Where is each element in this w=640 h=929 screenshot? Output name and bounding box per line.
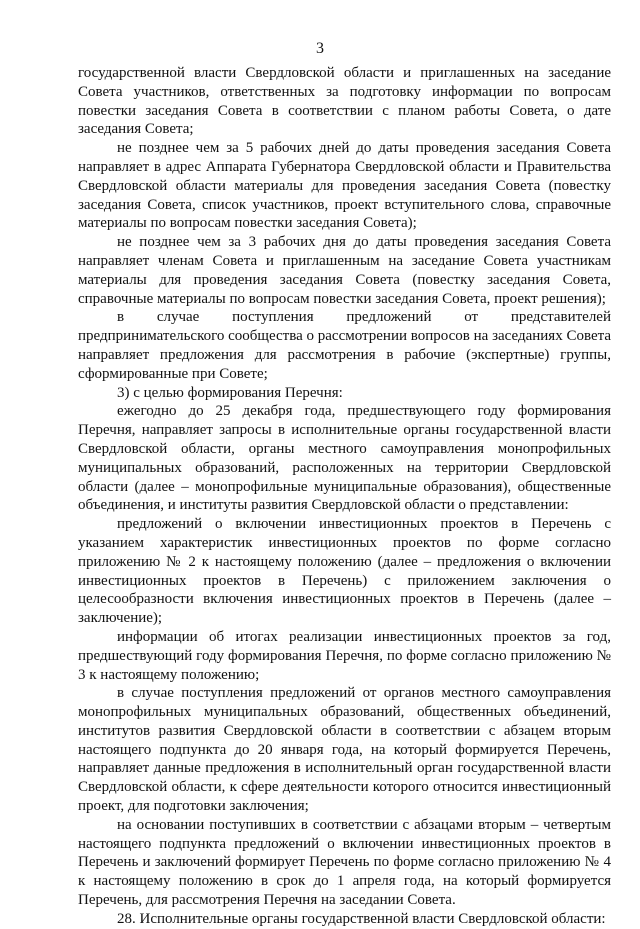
paragraph: предложений о включении инвестиционных проектов в Перечень с указанием характеристик инвестиционных проектов по форме согласно приложению № 2 к настоящему положению (далее – предложения о включении инвестиционных проектов в Перечень) с приложением заключения о целесообразности включения инвестиционных проектов в Перечень (далее – заключение); xyxy=(78,516,611,627)
page-number: 3 xyxy=(316,40,324,57)
paragraph: ежегодно до 25 декабря года, предшествующего году формирования Перечня, направляет запросы в исполнительные органы государственной власти Свердловской области, органы местного самоуправления монопрофильных муниципальных образований, расположенных на территории Свердловской области (далее – монопрофильные муниципальные образования), общественные объединения, и институты развития Свердловской области о представлении: xyxy=(78,403,611,514)
paragraph: 3) с целью формирования Перечня: xyxy=(117,384,343,401)
paragraph: не позднее чем за 5 рабочих дней до даты проведения заседания Совета направляет в адрес Аппарата Губернатора Свердловской области и Правительства Свердловской области материалы для проведения заседания Совета (повестку заседания Совета, список участников, проект вступительного слова, справочные материалы по вопросам повестки заседания Совета); xyxy=(78,140,611,232)
paragraph: информации об итогах реализации инвестиционных проектов за год, предшествующий году формирования Перечня, по форме согласно приложению № 3 к настоящему положению; xyxy=(78,628,611,683)
paragraph: 28. Исполнительные органы государственной власти Свердловской области: xyxy=(117,910,606,927)
paragraph: в случае поступления предложений от органов местного самоуправления монопрофильных муниципальных образований, общественных объединений, институтов развития Свердловской области в соответствии с абзацем вторым настоящего подпункта до 20 января года, на который формируется Перечень, направляет данные предложения в исполнительный орган государственной власти Свердловской области, к сфере деятельности которого относится инвестиционный проект, для подготовки заключения; xyxy=(78,685,611,815)
paragraph: на основании поступивших в соответствии с абзацами вторым – четвертым настоящего подпункта предложений о включении инвестиционных проектов в Перечень и заключений формирует Перечень по форме согласно приложению № 4 к настоящему положению в срок до 1 апреля года, на который формируется Перечень, для рассмотрения Перечня на заседании Совета. xyxy=(78,816,611,909)
paragraph: в случае поступления предложений от представителей предпринимательского сообщества о рассмотрении вопросов на заседаниях Совета направляет предложения для рассмотрения в рабочие (экспертные) группы, сформированные при Совете; xyxy=(78,309,611,382)
document-body xyxy=(78,64,611,929)
paragraph: государственной власти Свердловской области и приглашенных на заседание Совета участников, ответственных за подготовку информации по вопросам повестки заседания Совета в соответствии с планом работы Совета, о дате заседания Совета; xyxy=(78,65,611,138)
paragraph: не позднее чем за 3 рабочих дня до даты проведения заседания Совета направляет членам Совета и приглашенным на заседание Совета участникам материалы для проведения заседания Совета (повестку заседания Совета, справочные материалы по вопросам повестки заседания Совета, проект решения); xyxy=(78,234,611,307)
